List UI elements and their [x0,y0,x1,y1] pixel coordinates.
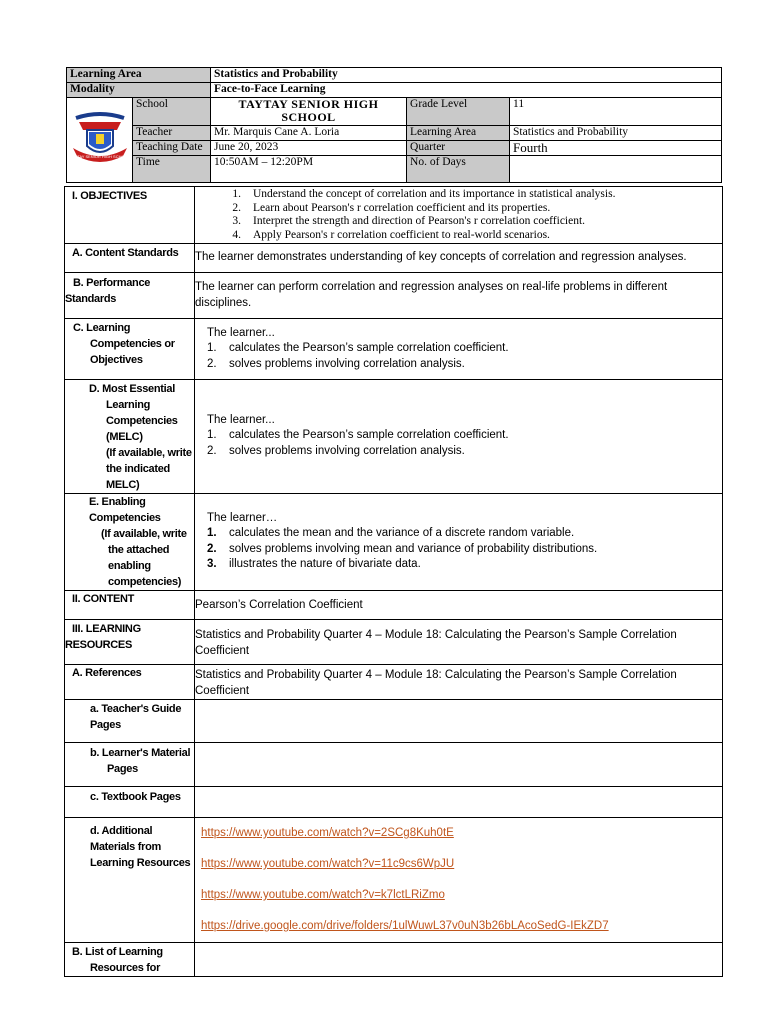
enabling-intro: The learner… [207,512,278,524]
additional-materials-row [65,818,723,943]
objectives-cell [195,187,723,244]
header-table [66,67,722,183]
references-label: A. References [65,665,195,700]
competency-item: 1. calculates the Pearson’s sample correlation coefficient. [207,342,509,354]
competencies-intro: The learner... [207,327,275,339]
objectives-row [65,187,723,244]
additional-materials-label: d. Additional Materials from Learning Resources [65,818,195,943]
content-standards-row [65,244,723,273]
learners-material-row [65,743,723,787]
teachers-guide-row [65,700,723,743]
competencies-label: C. Learning Competencies or Objectives [65,319,195,380]
youtube-link-3[interactable]: https://www.youtube.com/watch?v=k7lctLRiZmo [201,889,445,901]
melc-item: 2. solves problems involving correlation analysis. [207,444,465,457]
learning-area-value: Statistics and Probability [211,68,722,83]
youtube-link-2[interactable]: https://www.youtube.com/watch?v=11c9cs6WpJU [201,858,455,870]
objective-item: 2. Learn about Pearson's r correlation coefficient and its properties. [232,201,551,214]
school-logo-icon [71,108,129,168]
additional-materials-links [195,818,723,943]
quarter-value: Fourth [510,141,722,156]
learners-material-value [195,743,723,787]
enabling-row [65,494,723,591]
list-resources-value [195,943,723,977]
learners-material-label: b. Learner's Material Pages [65,743,195,787]
teachers-guide-label: a. Teacher's Guide Pages [65,700,195,743]
enabling-item: 1. calculates the mean and the variance of a discrete random variable. [207,527,575,539]
melc-cell [195,380,723,494]
lesson-plan-table [64,186,723,977]
learning-resources-text: Statistics and Probability Quarter 4 – Module 18: Calculating the Pearson’s Sample Correlation Coefficient [195,620,723,665]
enabling-item: 3. illustrates the nature of bivariate data. [207,558,421,570]
learning-area2-value: Statistics and Probability [510,126,722,141]
teacher-value: Mr. Marquis Cane A. Loria [211,126,407,141]
objective-item: 4. Apply Pearson's r correlation coefficient to real-world scenarios. [232,228,550,241]
performance-standards-text: The learner can perform correlation and regression analyses on real-life problems in different disciplines. [195,273,723,319]
list-resources-label: B. List of Learning Resources for [65,943,195,977]
google-drive-link[interactable]: https://drive.google.com/drive/folders/1ulWuwL37v0uN3b26bLAcoSedG-IEkZD7 [201,920,609,932]
objectives-label: I. OBJECTIVES [65,187,195,244]
competencies-cell [195,319,723,380]
content-standards-text: The learner demonstrates understanding of key concepts of correlation and regression analyses. [195,244,723,273]
school-label: School [133,98,211,126]
teacher-label: Teacher [133,126,211,141]
logo-text: TAYTAY SENIOR HIGH SCHOOL [70,154,129,159]
teachers-guide-value [195,700,723,743]
enabling-label: E. Enabling Competencies (If available, write the attached enabling competencies) [65,494,195,591]
learning-resources-label: III. LEARNING RESOURCES [65,620,195,665]
teaching-date-value: June 20, 2023 [211,141,407,156]
content-text: Pearson’s Correlation Coefficient [195,591,723,620]
textbook-row [65,787,723,818]
performance-standards-label: B. Performance Standards [65,273,195,319]
time-label: Time [133,156,211,183]
school-value: TAYTAY SENIOR HIGH SCHOOL [211,98,407,126]
modality-label: Modality [67,83,211,98]
no-of-days-label: No. of Days [407,156,510,183]
objective-item: 3. Interpret the strength and direction of Pearson's r correlation coefficient. [232,215,586,227]
content-row [65,591,723,620]
youtube-link-1[interactable]: https://www.youtube.com/watch?v=2SCg8Kuh0tE [201,827,454,839]
grade-level-label: Grade Level [407,98,510,126]
competencies-row [65,319,723,380]
time-value: 10:50AM – 12:20PM [211,156,407,183]
school-logo [67,98,133,183]
objectives-list [195,188,722,242]
competency-item: 2. solves problems involving correlation analysis. [207,357,465,370]
melc-intro: The learner... [207,414,275,426]
melc-label: D. Most Essential Learning Competencies (MELC) (If available, write the indicated MELC) [65,380,195,494]
content-label: II. CONTENT [65,591,195,620]
grade-level-value: 11 [510,98,722,126]
enabling-item: 2. solves problems involving mean and variance of probability distributions. [207,542,598,555]
performance-standards-row [65,273,723,319]
learning-area2-label: Learning Area [407,126,510,141]
references-row [65,665,723,700]
teaching-date-label: Teaching Date [133,141,211,156]
quarter-label: Quarter [407,141,510,156]
modality-value: Face-to-Face Learning [211,83,722,98]
objective-item: 1. Understand the concept of correlation and its importance in statistical analysis. [232,188,616,200]
content-standards-label: A. Content Standards [65,244,195,273]
enabling-cell [195,494,723,591]
list-resources-row [65,943,723,977]
melc-item: 1. calculates the Pearson’s sample correlation coefficient. [207,429,509,441]
textbook-label: c. Textbook Pages [65,787,195,818]
learning-resources-row [65,620,723,665]
no-of-days-value [510,156,722,183]
references-text: Statistics and Probability Quarter 4 – Module 18: Calculating the Pearson’s Sample Correlation Coefficient [195,665,723,700]
textbook-value [195,787,723,818]
learning-area-label: Learning Area [67,68,211,83]
melc-row [65,380,723,494]
